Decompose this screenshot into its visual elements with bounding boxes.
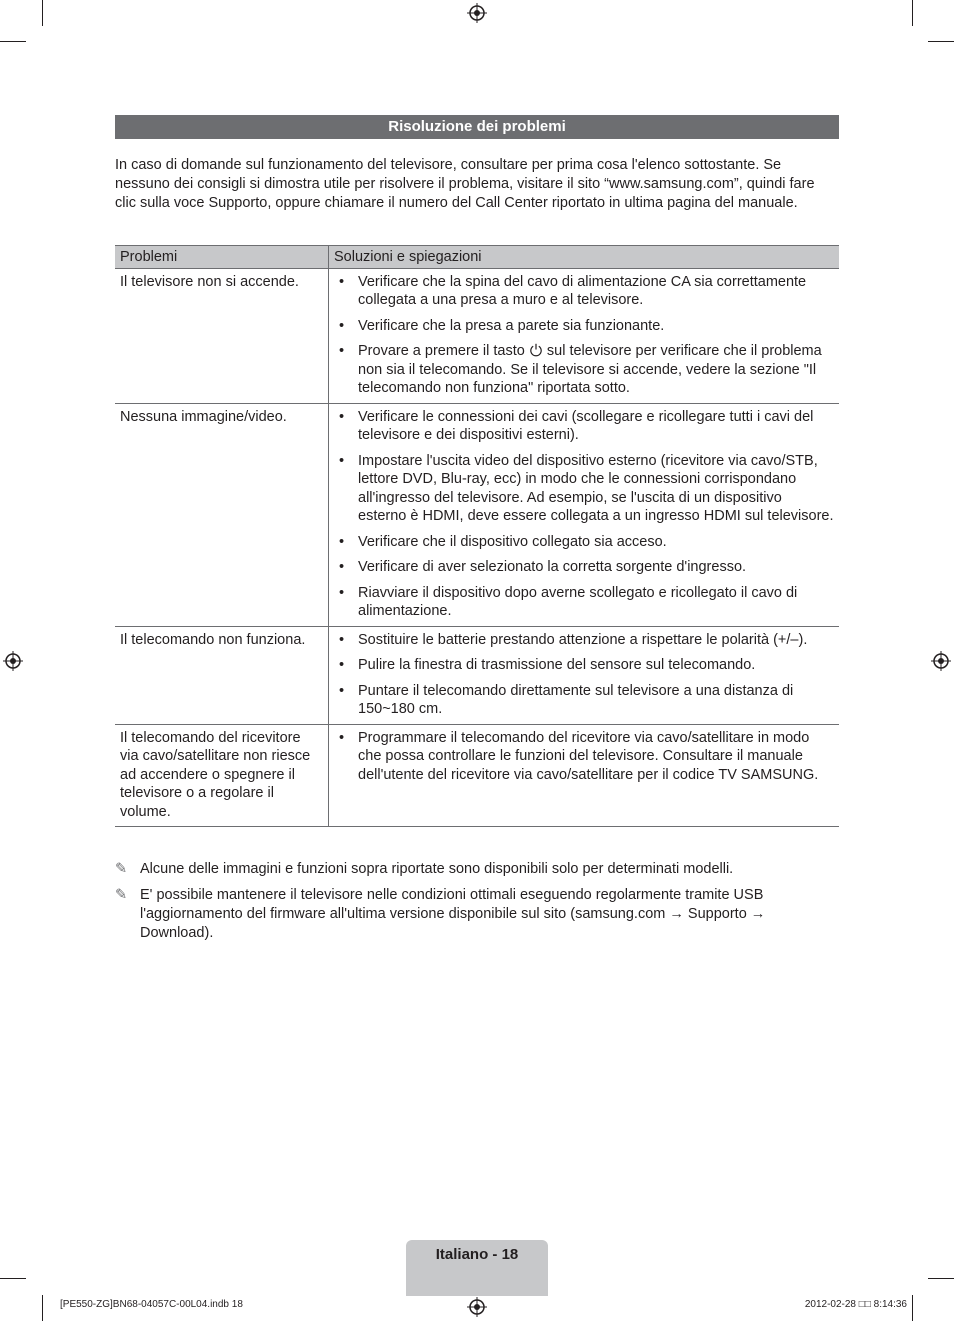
solution-item: • Impostare l'uscita video del dispositivo esterno (ricevitore via cavo/STB, lettore DVD, Blu-ray, ecc) in modo che le connessioni corrispondano all'ingresso del televisore. Ad esempio, se l'uscita di un dispositivo esterno è HDMI, deve essere collegata a un ingresso HDMI sul televisore. (334, 452, 834, 526)
solution-item: • Pulire la finestra di trasmissione del sensore sul telecomando. (334, 656, 834, 675)
table-row (115, 268, 839, 403)
registration-mark-icon (931, 651, 951, 671)
registration-mark-icon (467, 3, 487, 23)
slug-left: [PE550-ZG]BN68-04057C-00L04.indb 18 (60, 1299, 243, 1310)
note-pencil-icon: ✎ (115, 887, 128, 903)
solution-cell (329, 626, 840, 724)
registration-mark-icon (3, 651, 23, 671)
note-text: Alcune delle immagini e funzioni sopra riportate sono disponibili solo per determinati modelli. (140, 861, 734, 877)
solution-item: • Sostituire le batterie prestando attenzione a rispettare le polarità (+/–). (334, 631, 834, 650)
note-text: E' possibile mantenere il televisore nelle condizioni ottimali eseguendo regolarmente tramite USB l'aggiornamento del firmware all'ultima versione disponibile sul sito (samsung.com → Supporto → Download). (140, 887, 766, 941)
solution-text: Provare a premere il tasto (358, 343, 525, 359)
solution-item-power (334, 342, 834, 398)
table-row (115, 724, 839, 827)
solution-item: • Riavviare il dispositivo dopo averne scollegato e ricollegato il cavo di alimentazione. (334, 584, 834, 621)
solution-cell (329, 724, 840, 827)
solution-cell (329, 268, 840, 403)
table-row (115, 403, 839, 626)
solution-list (334, 273, 834, 398)
slug-right: 2012-02-28 □□ 8:14:36 (804, 1299, 907, 1310)
solution-item: • Verificare che il dispositivo collegato sia acceso. (334, 533, 834, 552)
solution-item: • Verificare che la spina del cavo di alimentazione CA sia correttamente collegata a una presa a muro e al televisore. (334, 273, 834, 310)
crop-mark (912, 0, 913, 26)
problem-cell: Il telecomando del ricevitore via cavo/satellitare non riesce ad accendere o spegnere il televisore o a regolare il volume. (115, 724, 329, 827)
registration-mark-icon (467, 1297, 487, 1317)
note-item (115, 860, 839, 879)
solution-cell (329, 403, 840, 626)
solution-item: • Puntare il telecomando direttamente sul televisore a una distanza di 150~180 cm. (334, 682, 834, 719)
note-item (115, 886, 839, 943)
solution-item: • Programmare il telecomando del ricevitore via cavo/satellitare in modo che possa controllare le funzioni del televisore. Consultare il manuale dell'utente del ricevitore via cavo/satellitare per il codice TV SAMSUNG. (334, 729, 834, 785)
crop-mark (42, 1295, 43, 1321)
table-row (115, 626, 839, 724)
solution-list (334, 408, 834, 621)
troubleshooting-table (115, 245, 839, 827)
note-pencil-icon: ✎ (115, 861, 128, 877)
crop-mark (0, 1278, 26, 1279)
table-header-row (115, 246, 839, 269)
column-header-problem: Problemi (115, 246, 329, 269)
crop-mark (912, 1295, 913, 1321)
problem-cell: Il televisore non si accende. (115, 268, 329, 403)
solution-list (334, 729, 834, 785)
solution-text: sul televisore per verificare che il problema non sia il telecomando. Se il televisore si accende, vedere la sezione "Il telecomando non funziona" riportata sotto. (358, 343, 822, 396)
crop-mark (928, 1278, 954, 1279)
solution-item: • Verificare le connessioni dei cavi (scollegare e ricollegare tutti i cavi del televisore e dei dispositivi esterni). (334, 408, 834, 445)
crop-mark (42, 0, 43, 26)
solution-item: • Verificare che la presa a parete sia funzionante. (334, 317, 834, 336)
section-title: Risoluzione dei problemi (115, 115, 839, 139)
problem-cell: Il telecomando non funziona. (115, 626, 329, 724)
notes (115, 860, 839, 950)
solution-list (334, 631, 834, 719)
page-number-tab (406, 1240, 548, 1296)
column-header-solution: Soluzioni e spiegazioni (329, 246, 840, 269)
intro-paragraph: In caso di domande sul funzionamento del televisore, consultare per prima cosa l'elenco sottostante. Se nessuno dei consigli si dimostra utile per risolvere il problema, visitare il sito “www.samsung.com”, quindi fare clic sulla voce Supporto, oppure chiamare il numero del Call Center riportato in ultima pagina del manuale. (115, 157, 815, 211)
power-icon (529, 343, 543, 357)
page-label: Italiano - 18 (435, 1246, 519, 1263)
crop-mark (928, 41, 954, 42)
solution-item: • Verificare di aver selezionato la corretta sorgente d'ingresso. (334, 558, 834, 577)
crop-mark (0, 41, 26, 42)
problem-cell: Nessuna immagine/video. (115, 403, 329, 626)
